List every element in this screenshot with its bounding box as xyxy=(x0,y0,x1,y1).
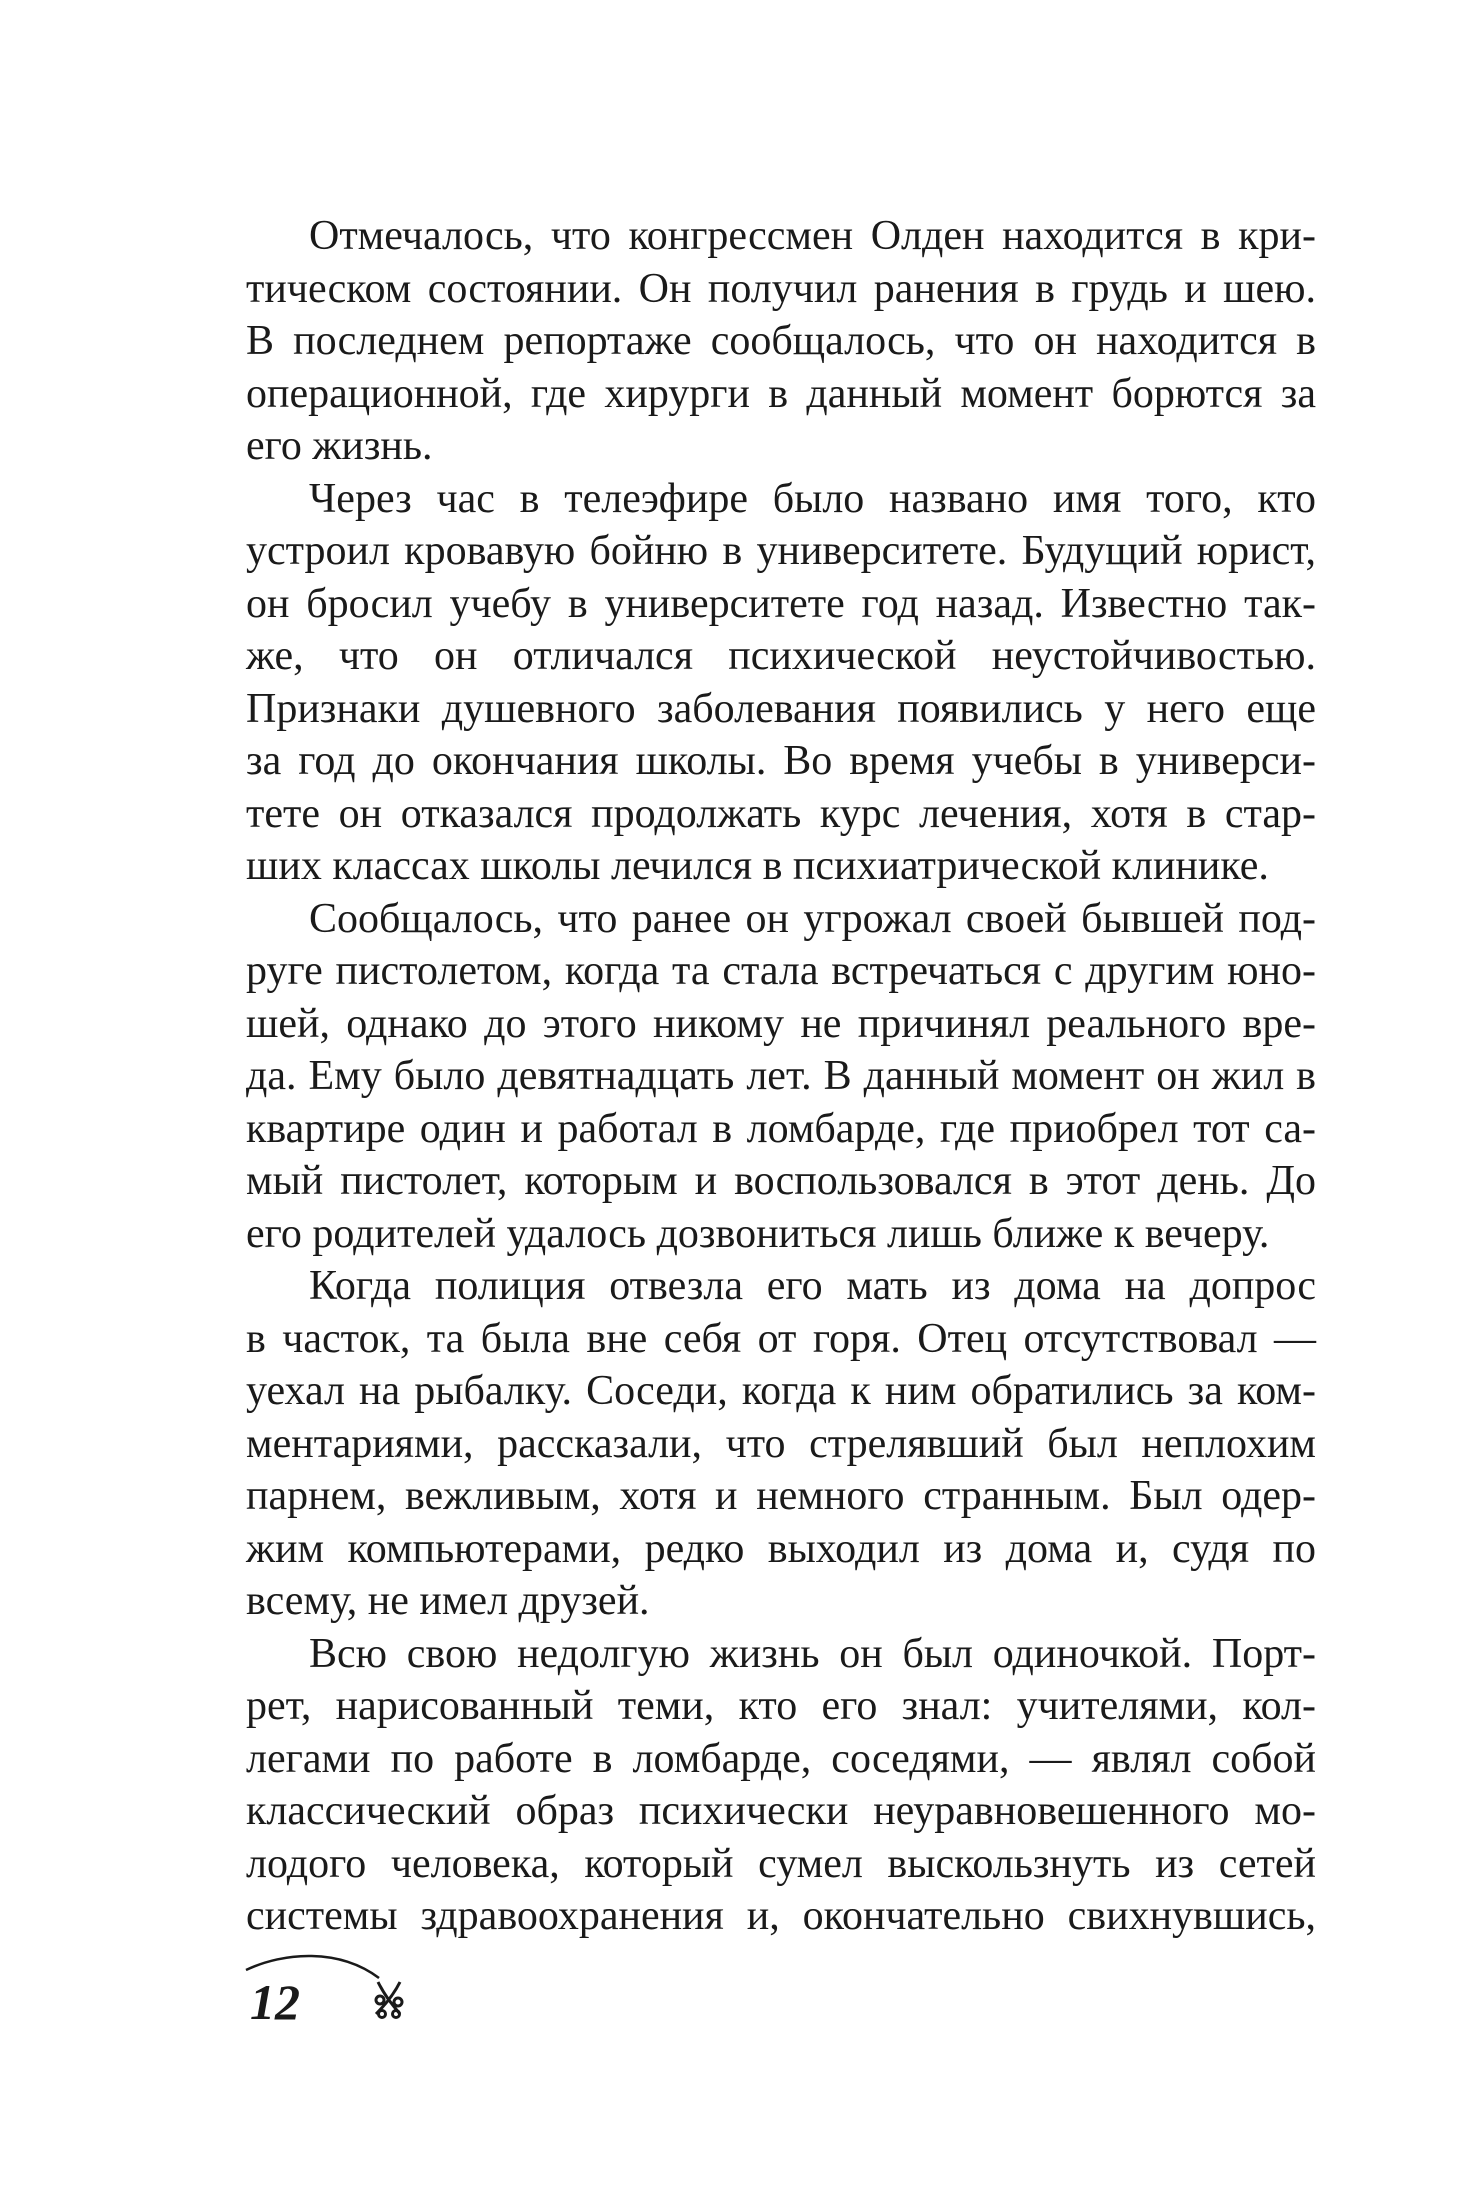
text-line: в часток, та была вне себя от горя. Отец отсутствовал — xyxy=(246,1315,1316,1362)
text-line: жим компьютерами, редко выходил из дома и, судя по xyxy=(246,1525,1316,1572)
text-line: его родителей удалось дозвониться лишь ближе к вечеру. xyxy=(246,1210,1270,1257)
paragraph xyxy=(246,893,1316,1261)
text-line: ших классах школы лечился в психиатрической клинике. xyxy=(246,843,1269,889)
paragraph xyxy=(246,1260,1316,1628)
text-line: легами по работе в ломбарде, соседями, — являл собой xyxy=(246,1735,1316,1782)
text-line: всему, не имел друзей. xyxy=(246,1578,650,1624)
text-line: шей, однако до этого никому не причинял реального вре- xyxy=(246,1000,1316,1047)
text-line: же, что он отличался психической неустойчивостью. xyxy=(246,633,1316,679)
text-line: рет, нарисованный теми, кто его знал: учителями, кол- xyxy=(246,1683,1316,1729)
text-line: тете он отказался продолжать курс лечения, хотя в стар- xyxy=(246,790,1316,837)
text-line: руге пистолетом, когда та стала встречаться с другим юно- xyxy=(246,948,1316,994)
page-footer xyxy=(244,1948,444,2048)
text-line: лодого человека, который сумел выскользнуть из сетей xyxy=(246,1840,1316,1887)
text-line: ментариями, рассказали, что стрелявший был неплохим xyxy=(246,1420,1316,1467)
text-line: тическом состоянии. Он получил ранения в грудь и шею. xyxy=(246,265,1316,312)
body-text xyxy=(246,210,1316,1943)
text-line: Признаки душевного заболевания появились у него еще xyxy=(246,685,1316,732)
text-line: системы здравоохранения и, окончательно свихнувшись, xyxy=(246,1893,1316,1939)
text-line: да. Ему было девятнадцать лет. В данный момент он жил в xyxy=(246,1053,1316,1099)
paragraph xyxy=(246,1628,1316,1943)
text-line: за год до окончания школы. Во время учебы в универси- xyxy=(246,738,1316,784)
text-line: Всю свою недолгую жизнь он был одиночкой. Порт- xyxy=(309,1630,1316,1677)
text-line: В последнем репортаже сообщалось, что он находится в xyxy=(246,318,1316,364)
floral-ornament-icon xyxy=(376,1982,402,2018)
text-line: его жизнь. xyxy=(246,423,433,469)
text-line: операционной, где хирурги в данный момент борются за xyxy=(246,370,1316,417)
paragraph xyxy=(246,210,1316,473)
text-line: классический образ психически неуравновешенного мо- xyxy=(246,1788,1316,1834)
text-line: он бросил учебу в университете год назад. Известно так- xyxy=(246,580,1316,627)
text-line: мый пистолет, которым и воспользовался в этот день. До xyxy=(246,1158,1316,1204)
text-line: Когда полиция отвезла его мать из дома на допрос xyxy=(309,1263,1316,1309)
text-line: парнем, вежливым, хотя и немного странным. Был одер- xyxy=(246,1473,1316,1519)
paragraph xyxy=(246,473,1316,893)
text-line: уехал на рыбалку. Соседи, когда к ним обратились за ком- xyxy=(246,1368,1316,1414)
text-line: квартире один и работал в ломбарде, где приобрел тот са- xyxy=(246,1105,1316,1152)
text-line: устроил кровавую бойню в университете. Будущий юрист, xyxy=(246,528,1316,574)
text-line: Сообщалось, что ранее он угрожал своей бывшей под- xyxy=(309,895,1316,942)
page-number: 12 xyxy=(250,1974,300,2030)
text-line: Через час в телеэфире было названо имя того, кто xyxy=(309,475,1316,522)
text-line: Отмечалось, что конгрессмен Олден находится в кри- xyxy=(309,213,1316,259)
